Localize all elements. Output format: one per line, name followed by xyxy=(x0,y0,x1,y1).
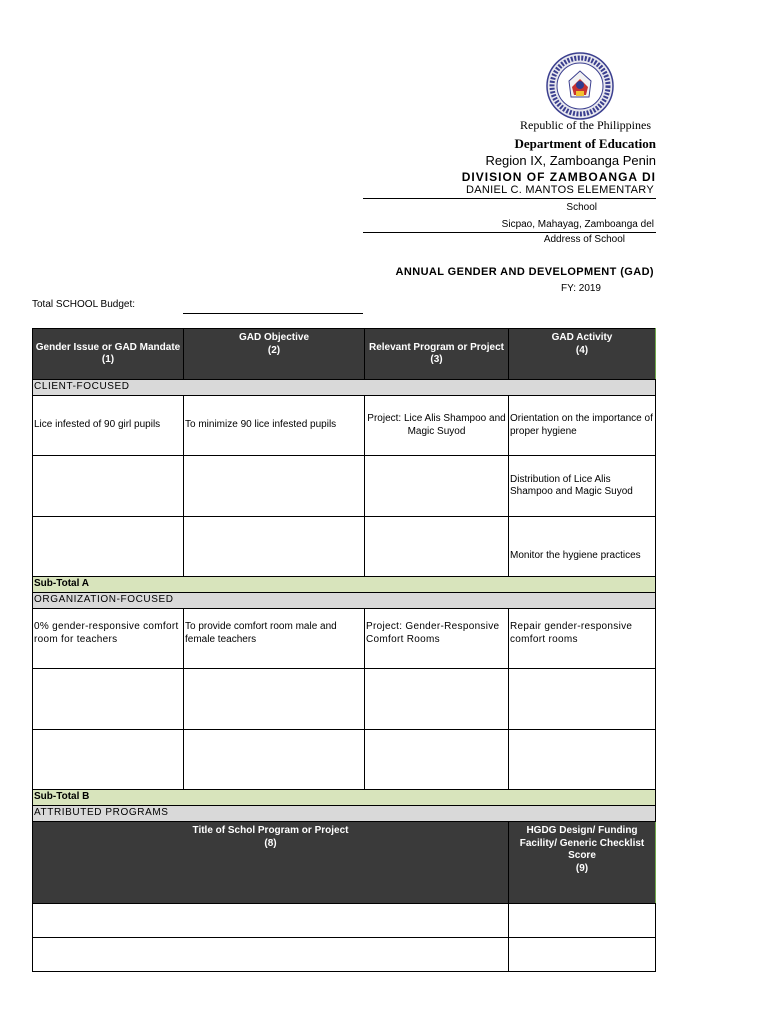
table-cell xyxy=(33,938,509,972)
col-header-1 xyxy=(33,329,184,380)
table-row xyxy=(33,730,656,790)
table-cell: 0% gender-responsive comfort room for teachers xyxy=(33,609,184,669)
col-header-4 xyxy=(509,329,656,380)
table-cell: Lice infested of 90 girl pupils xyxy=(33,396,184,456)
subtotal-a: Sub-Total A xyxy=(33,577,656,593)
address-underline xyxy=(363,232,656,233)
table-cell xyxy=(33,904,509,938)
republic-text: Republic of the Philippines xyxy=(520,118,651,132)
department-text: Department of Education xyxy=(514,136,656,151)
document-title: ANNUAL GENDER AND DEVELOPMENT (GAD) xyxy=(395,266,654,278)
table-row xyxy=(33,517,656,577)
table-cell: To provide comfort room male and female teachers xyxy=(184,609,365,669)
table-cell xyxy=(509,938,656,972)
subtotal-b: Sub-Total B xyxy=(33,790,656,806)
table-cell xyxy=(33,669,184,730)
table-cell: Repair gender-responsive comfort rooms xyxy=(509,609,656,669)
table-row xyxy=(33,904,656,938)
deped-seal-icon xyxy=(545,51,615,121)
col-header-9-num: (9) xyxy=(575,862,589,874)
table-cell xyxy=(184,669,365,730)
table-cell xyxy=(509,669,656,730)
table-cell xyxy=(184,730,365,790)
col-header-8-title: Title of Schol Program or Project xyxy=(192,825,349,836)
table-row xyxy=(33,669,656,730)
table-cell xyxy=(33,456,184,517)
section-client-focused: CLIENT-FOCUSED xyxy=(33,380,656,396)
col-header-1-num: (1) xyxy=(101,354,115,365)
table-cell xyxy=(365,730,509,790)
table-cell: Project: Lice Alis Shampoo and Magic Suyod xyxy=(365,396,509,456)
fiscal-year: FY: 2019 xyxy=(560,283,601,294)
table-cell: To minimize 90 lice infested pupils xyxy=(184,396,365,456)
division-text: DIVISION OF ZAMBOANGA DI xyxy=(461,170,656,184)
col-header-9 xyxy=(509,822,656,904)
table-cell xyxy=(184,517,365,577)
table-cell: Orientation on the importance of proper hygiene xyxy=(509,396,656,456)
school-name: DANIEL C. MANTOS ELEMENTARY xyxy=(465,184,654,196)
col-header-3-title: Relevant Program or Project xyxy=(368,341,505,353)
gad-plan-table xyxy=(32,328,656,972)
table-cell xyxy=(33,730,184,790)
table-row xyxy=(33,396,656,456)
section-attributed-programs: ATTRIBUTED PROGRAMS xyxy=(33,806,656,822)
col-header-8 xyxy=(33,822,509,904)
col-header-3 xyxy=(365,329,509,380)
col-header-3-num: (3) xyxy=(430,354,443,365)
table-cell: Distribution of Lice Alis Shampoo and Magic Suyod xyxy=(509,456,656,517)
col-header-9-title: HGDG Design/ Funding Facility/ Generic Checklist Score xyxy=(519,825,645,861)
budget-label: Total SCHOOL Budget: xyxy=(32,299,136,310)
col-header-4-num: (4) xyxy=(575,344,589,356)
col-header-4-title: GAD Activity xyxy=(551,332,613,343)
col-header-2 xyxy=(184,329,365,380)
col-header-1-title: Gender Issue or GAD Mandate xyxy=(35,341,181,353)
col-header-8-num: (8) xyxy=(264,837,277,849)
table-row xyxy=(33,938,656,972)
region-text: Region IX, Zamboanga Penin xyxy=(485,153,656,168)
section-organization-focused: ORGANIZATION-FOCUSED xyxy=(33,593,656,609)
table-cell: Monitor the hygiene practices xyxy=(509,517,656,577)
table-row xyxy=(33,609,656,669)
table-cell xyxy=(365,669,509,730)
budget-underline xyxy=(183,313,363,314)
table-cell xyxy=(365,456,509,517)
table-cell xyxy=(365,517,509,577)
col-header-2-num: (2) xyxy=(267,344,281,356)
table-cell xyxy=(509,730,656,790)
school-underline xyxy=(363,198,656,199)
table-cell xyxy=(33,517,184,577)
school-address: Sicpao, Mahayag, Zamboanga del xyxy=(501,219,654,230)
table-cell: Project: Gender-Responsive Comfort Rooms xyxy=(365,609,509,669)
school-label: School xyxy=(566,202,597,213)
table-cell xyxy=(184,456,365,517)
col-header-2-title: GAD Objective xyxy=(238,332,310,343)
table-row xyxy=(33,456,656,517)
table-cell xyxy=(509,904,656,938)
address-label: Address of School xyxy=(543,234,625,245)
